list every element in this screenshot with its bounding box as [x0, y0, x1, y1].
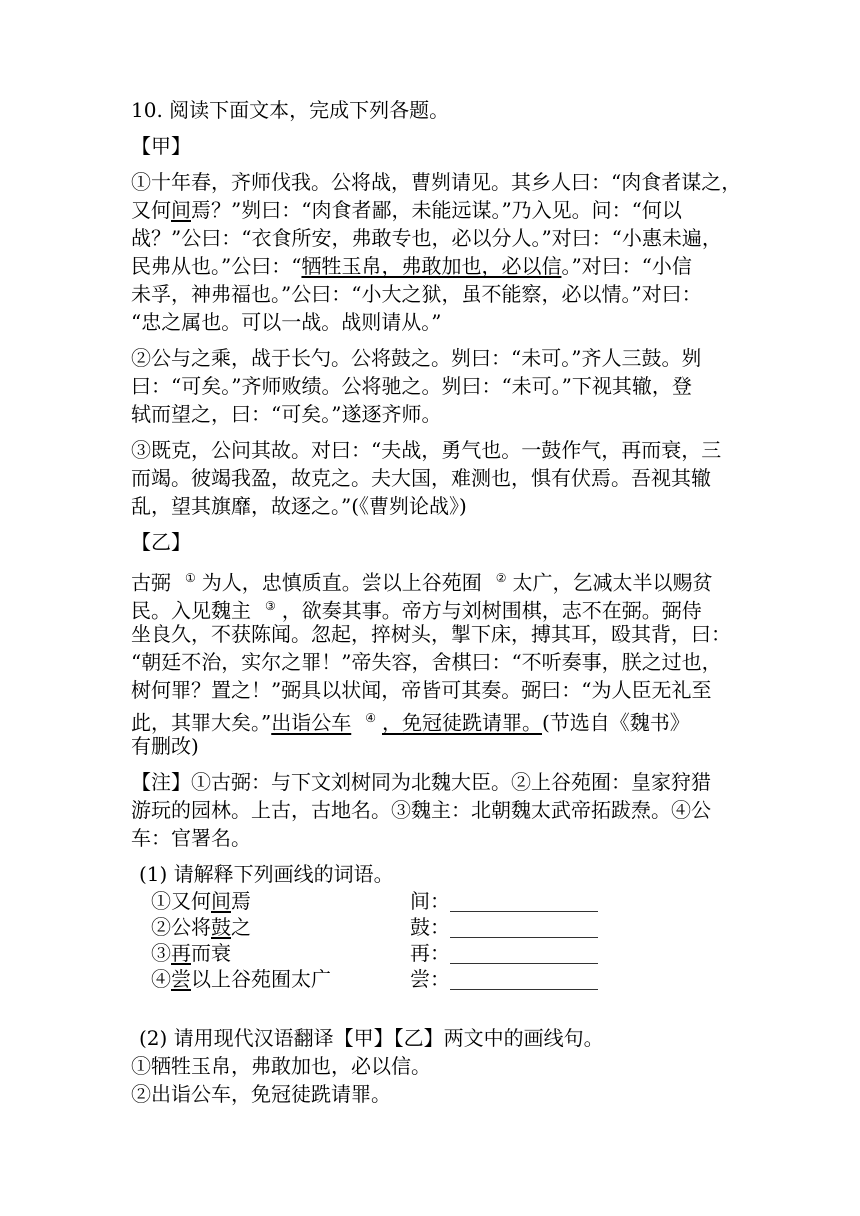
underlined-sentence: ，免冠徒跣请罪。: [382, 710, 542, 735]
section-label-jia: 【甲】: [131, 134, 191, 158]
footnote-mark: ④: [365, 711, 376, 725]
annotation-note: 【注】①古弼：与下文刘树同为北魏大臣。②上谷苑囿：皇家狩猎 游玩的园林。上古，古地名。③魏主：北朝魏太武帝拓跋焘。④公 车：官署名。: [131, 770, 711, 850]
sub-question-1: (1) 请解释下列画线的词语。: [139, 862, 394, 886]
translation-item: ①牺牲玉帛，弗敢加也，必以信。: [131, 1054, 431, 1078]
vocab-item: ③再而衰 再：: [131, 940, 731, 966]
yi-paragraph: 古弼 ① 为人，忠慎质直。尝以上谷苑囿 ② 太广，乞减太半以赐贫 民。入见魏主 ③ ，欲奏其事。帝方与刘树围棋，志不在弼。弼侍 坐良久，不获陈闻。忽起，捽树头，掣下床，搏其耳，殴其背，曰： “朝廷不治，实尔之罪！”帝失容，舍棋曰：“不听奏事，朕之过也， 树何罪？置之！”弼具以状闻，帝皆可其奏。弼曰：“为人臣无礼至 此，其罪大矣。”出诣公车 ④ ，免冠徒跣请罪。(节选自《魏书》 有删改): [131, 570, 731, 758]
sub-question-2: (2) 请用现代汉语翻译【甲】【乙】两文中的画线句。: [139, 1026, 604, 1050]
vocab-item: ①又何间焉 间：: [131, 888, 731, 914]
question-title: 10. 阅读下面文本，完成下列各题。: [131, 98, 450, 122]
vocab-item: ④尝以上谷苑囿太广 尝：: [131, 966, 731, 992]
underlined-word: 间: [171, 198, 191, 222]
footnote-mark: ③: [265, 599, 276, 613]
answer-blank[interactable]: [450, 895, 598, 912]
translation-item: ②出诣公车，免冠徒跣请罪。: [131, 1082, 391, 1106]
document-page: [131, 96, 742, 1108]
underlined-sentence: 出诣公车: [271, 710, 352, 735]
underlined-sentence: 牺牲玉帛，弗敢加也，必以信: [301, 254, 562, 278]
answer-blank[interactable]: [450, 947, 598, 964]
answer-blank[interactable]: [450, 973, 598, 990]
footnote-mark: ①: [185, 571, 196, 585]
vocab-item: ②公将鼓之 鼓：: [131, 914, 731, 940]
answer-blank[interactable]: [450, 921, 598, 938]
jia-paragraph-3: ③既克，公问其故。对曰：“夫战，勇气也。一鼓作气，再而衰，三 而竭。彼竭我盈，故克之。夫大国，难测也，惧有伏焉。吾视其辙 乱，望其旗靡，故逐之。”(《曹刿论战》): [131, 438, 722, 518]
vocab-list: [131, 888, 731, 992]
footnote-mark: ②: [495, 571, 507, 585]
jia-paragraph-2: ②公与之乘，战于长勺。公将鼓之。刿曰：“未可。”齐人三鼓。刿 曰：“可矣。”齐师败绩。公将驰之。刿曰：“未可。”下视其辙，登 轼而望之，曰：“可矣。”遂逐齐师。: [131, 346, 702, 426]
section-label-yi: 【乙】: [131, 530, 191, 554]
jia-paragraph-1: ①十年春，齐师伐我。公将战，曹刿请见。其乡人曰：“肉食者谋之， 又何间焉？”刿曰：“肉食者鄙，未能远谋。”乃入见。问：“何以 战？”公曰：“衣食所安，弗敢专也，必以分人。”对曰：“小惠未遍， 民弗从也。”公曰：“牺牲玉帛，弗敢加也，必以信。”对曰：“小信 未孚，神弗福也。”公曰：“小大之狱，虽不能察，必以情。”对曰： “忠之属也。可以一战。战则请从。”: [131, 170, 742, 334]
